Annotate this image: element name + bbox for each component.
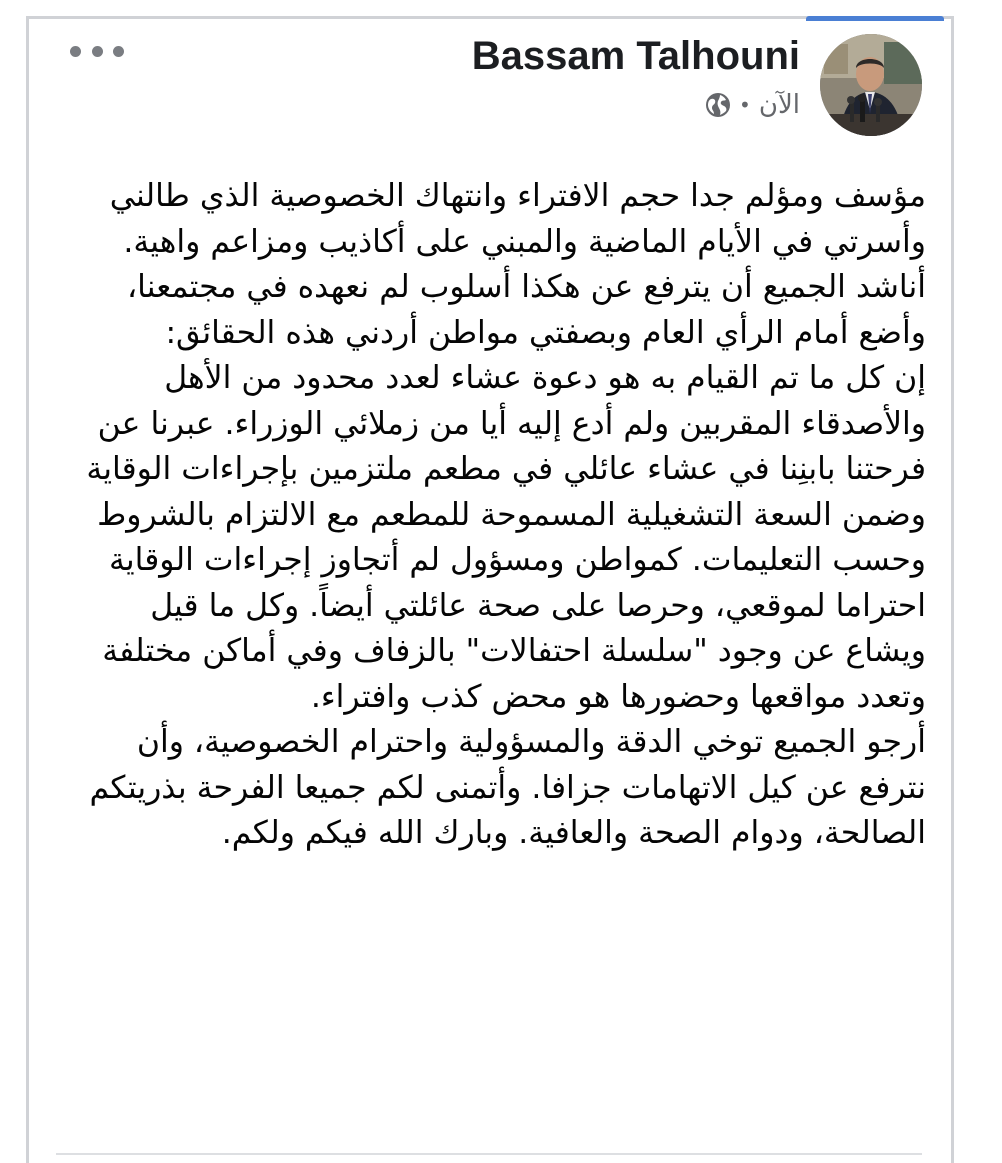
- post-paragraph: أرجو الجميع توخي الدقة والمسؤولية واحترام الخصوصية، وأن نترفع عن كيل الاتهامات جزافا. وأتمنى لكم جميعا الفرحة بذريتكم الصالحة، ودوام الصحة والعافية. وبارك الله فيكم ولكم.: [89, 724, 926, 851]
- dot: [92, 46, 103, 57]
- post-body: [70, 174, 926, 857]
- avatar[interactable]: [820, 34, 922, 136]
- post-meta: [705, 90, 800, 120]
- more-options-icon[interactable]: [70, 36, 124, 66]
- top-accent-bar: [806, 16, 944, 21]
- post-paragraph: إن كل ما تم القيام به هو دعوة عشاء لعدد محدود من الأهل والأصدقاء المقربين ولم أدع إليه أيا من زملائي الوزراء. عبرنا عن فرحتنا بابنِنا في عشاء عائلي في مطعم ملتزمين بإجراءات الوقاية وضمن السعة التشغيلية المسموحة للمطعم مع الالتزام بالشروط وحسب التعليمات. كمواطن ومسؤول لم أتجاوز إجراءات الوقاية احتراما لموقعي، وحرصا على صحة عائلتي أيضاً. وكل ما قيل ويشاع عن وجود "سلسلة احتفالات" بالزفاف وفي أماكن مختلفة وتعدد مواقعها وحضورها هو محض كذب وافتراء.: [86, 360, 926, 715]
- dot: [113, 46, 124, 57]
- dot: [70, 46, 81, 57]
- post-timestamp[interactable]: الآن: [758, 90, 800, 120]
- meta-separator: •: [739, 93, 751, 117]
- post-paragraph: مؤسف ومؤلم جدا حجم الافتراء وانتهاك الخصوصية الذي طالني وأسرتي في الأيام الماضية والمبني على أكاذيب ومزاعم واهية. أناشد الجميع أن يترفع عن هكذا أسلوب لم نعهده في مجتمعنا، وأضع أمام الرأي العام وبصفتي مواطن أردني هذه الحقائق:: [109, 178, 926, 351]
- author-name[interactable]: Bassam Talhouni: [471, 34, 800, 78]
- globe-icon[interactable]: [705, 92, 731, 118]
- divider: [56, 1153, 922, 1155]
